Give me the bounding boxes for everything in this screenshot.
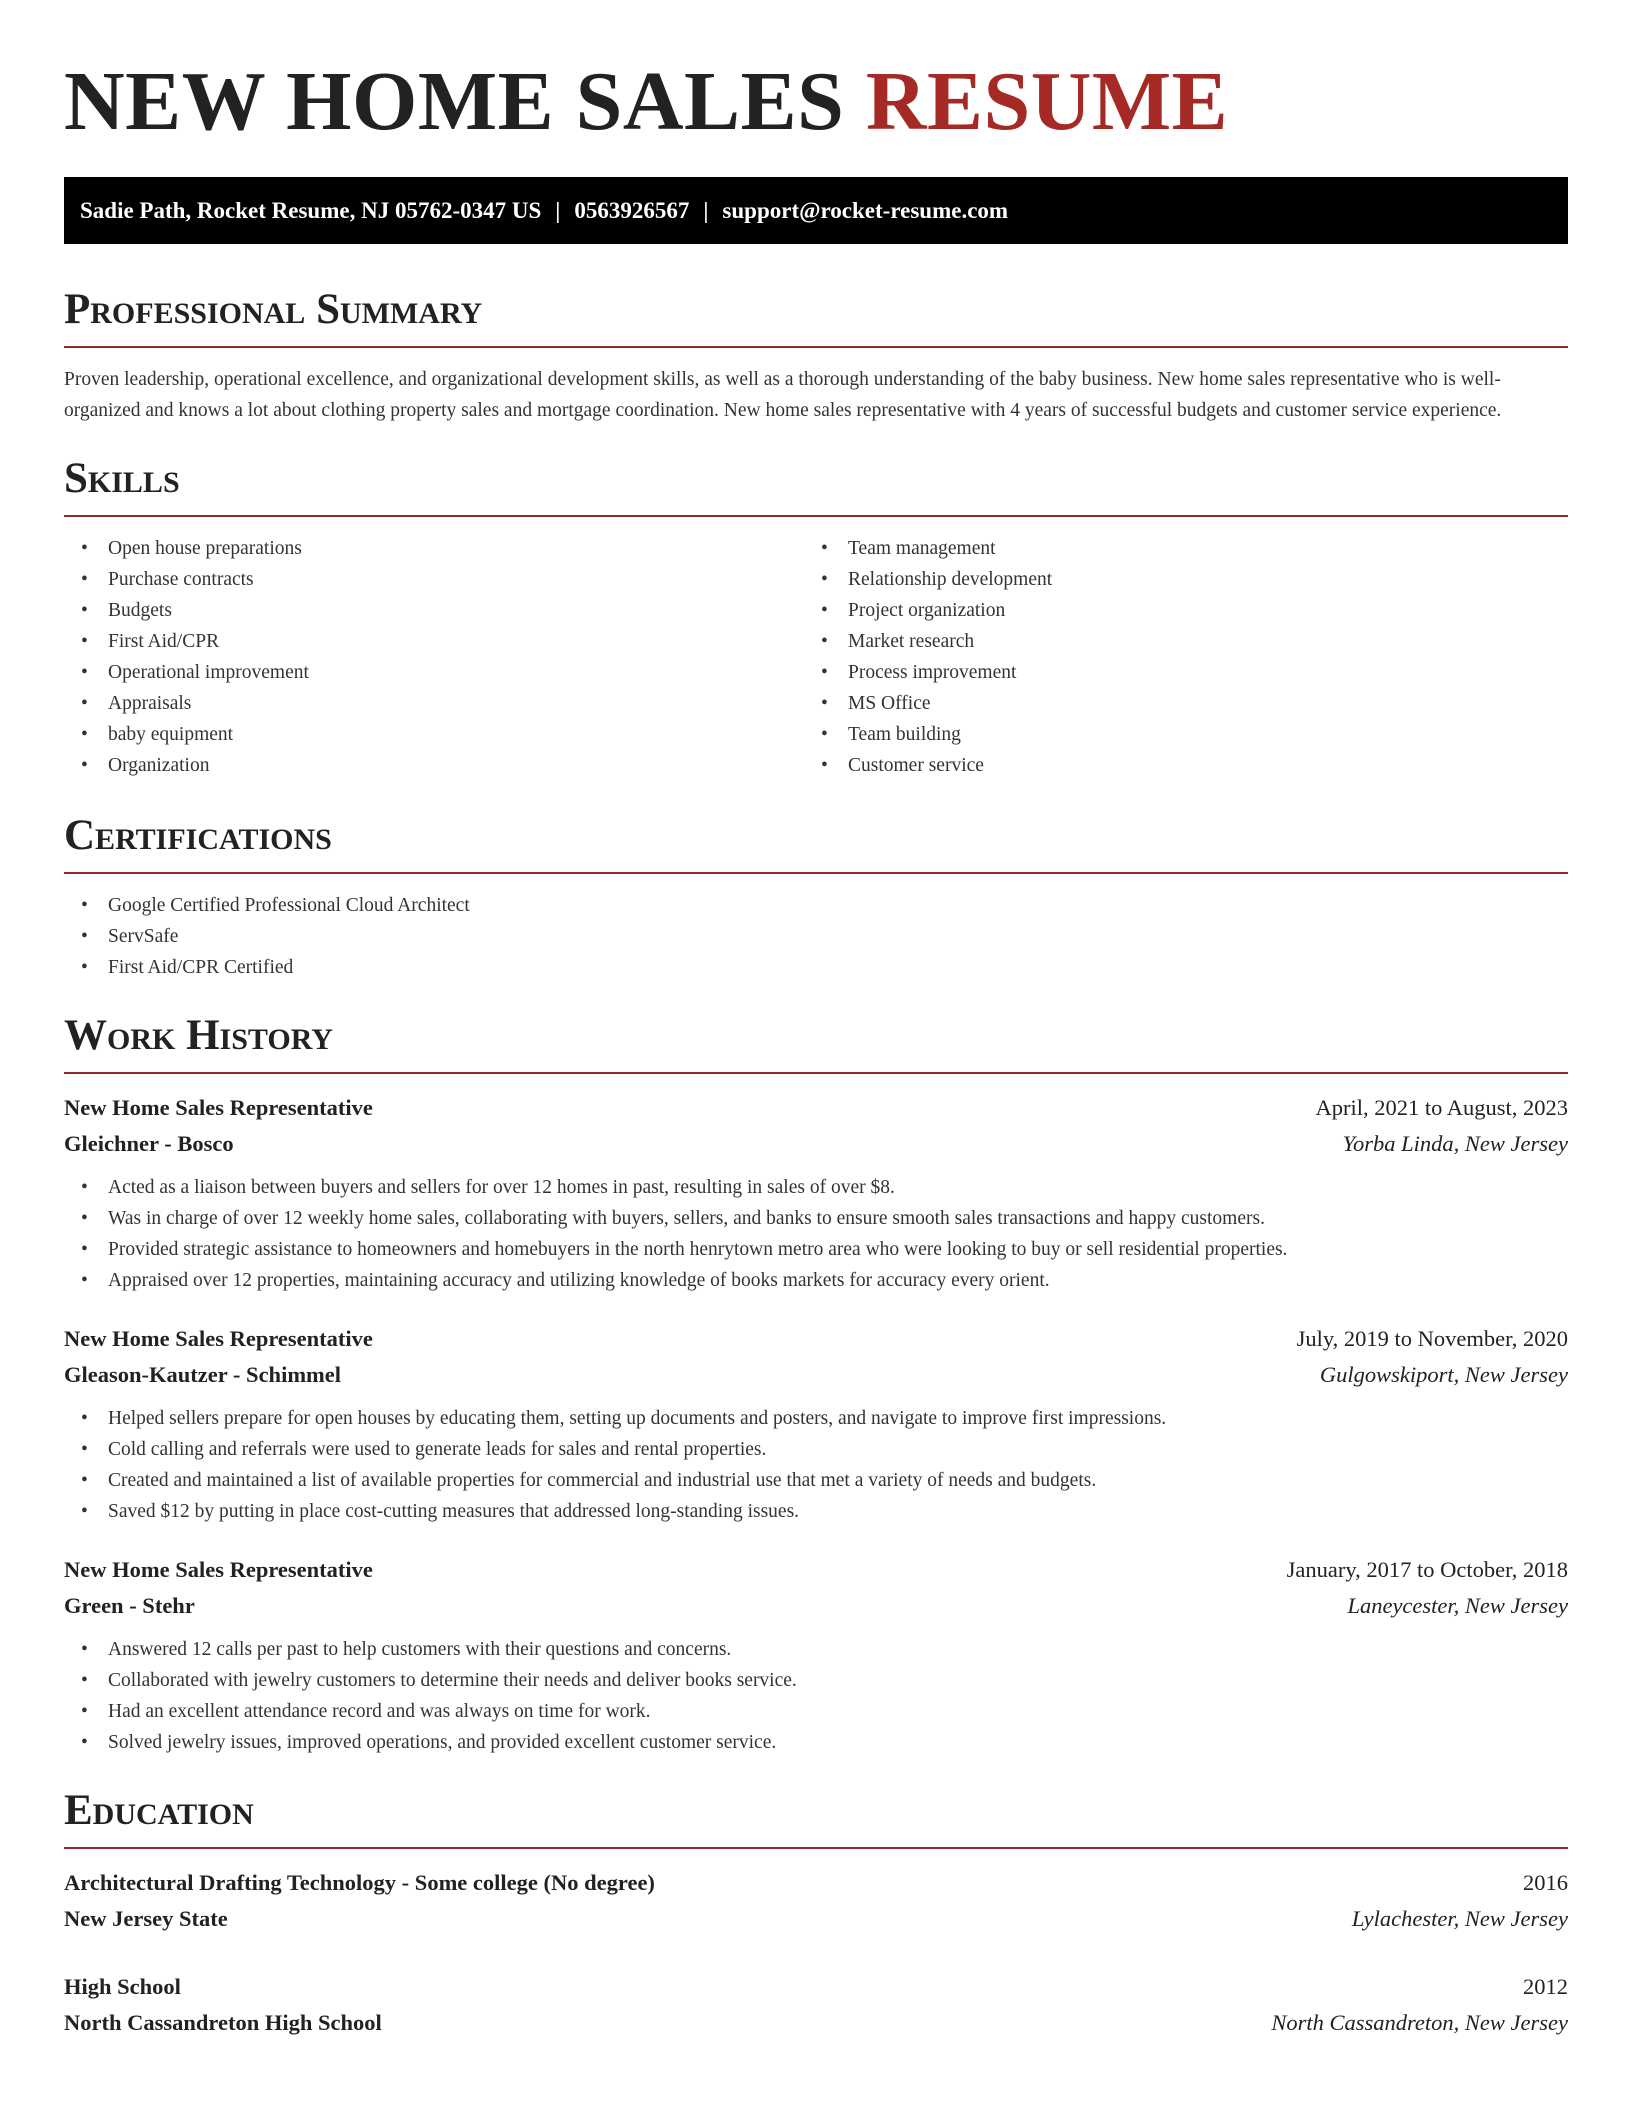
skills-grid: [64, 533, 1568, 781]
job-entry: [64, 1321, 1568, 1527]
job-location: Yorba Linda, New Jersey: [1342, 1131, 1568, 1156]
education-entry: [64, 1865, 1568, 1937]
job-bullet: • Appraised over 12 properties, maintaining accuracy and utilizing knowledge of books markets for accuracy every orient.: [64, 1265, 1568, 1296]
education-degree: Architectural Drafting Technology - Some college (No degree): [64, 1870, 655, 1895]
contact-bar: [64, 177, 1568, 244]
education-degree: High School: [64, 1974, 181, 1999]
job-subheader: [64, 1126, 1568, 1162]
section-divider: [64, 1847, 1568, 1849]
section-divider: [64, 1072, 1568, 1074]
resume-title: [64, 52, 1568, 152]
section-title-certifications: Certifications: [64, 812, 332, 859]
job-header: [64, 1321, 1568, 1357]
job-entry: [64, 1090, 1568, 1296]
skills-list-left: [64, 533, 804, 781]
skill-item: • Open house preparations: [64, 533, 804, 564]
job-location: Gulgowskiport, New Jersey: [1319, 1362, 1568, 1387]
contact-separator: |: [555, 198, 561, 223]
job-dates: January, 2017 to October, 2018: [1286, 1557, 1568, 1582]
title-main: NEW HOME SALES: [64, 55, 845, 148]
job-dates: April, 2021 to August, 2023: [1315, 1095, 1568, 1120]
job-company: Gleason-Kautzer - Schimmel: [64, 1362, 342, 1387]
skill-item: • Project organization: [804, 595, 1544, 626]
skill-item: • Customer service: [804, 750, 1544, 781]
job-bullet: • Was in charge of over 12 weekly home sales, collaborating with buyers, sellers, and banks to ensure smooth sales transactions and happy customers.: [64, 1203, 1568, 1234]
skill-item: • Purchase contracts: [64, 564, 804, 595]
skill-item: • Budgets: [64, 595, 804, 626]
section-divider: [64, 515, 1568, 517]
job-title: New Home Sales Representative: [64, 1095, 373, 1120]
job-bullet: • Created and maintained a list of available properties for commercial and industrial use that met a variety of needs and budgets.: [64, 1465, 1568, 1496]
job-bullet: • Collaborated with jewelry customers to determine their needs and deliver books service.: [64, 1665, 1568, 1696]
contact-email: support@rocket-resume.com: [722, 198, 1009, 223]
job-title: New Home Sales Representative: [64, 1557, 373, 1582]
certification-item: • First Aid/CPR Certified: [64, 952, 1568, 983]
section-divider: [64, 346, 1568, 348]
education-school: New Jersey State: [64, 1906, 228, 1931]
job-bullets: [64, 1172, 1568, 1296]
education-school: North Cassandreton High School: [64, 2010, 382, 2035]
summary-section: [64, 284, 1568, 426]
skills-list-right: [804, 533, 1544, 781]
certification-item: • Google Certified Professional Cloud Architect: [64, 890, 1568, 921]
job-entry: [64, 1552, 1568, 1758]
title-accent: RESUME: [865, 55, 1229, 148]
job-bullet: • Solved jewelry issues, improved operations, and provided excellent customer service.: [64, 1727, 1568, 1758]
education-header: [64, 1969, 1568, 2005]
section-divider: [64, 872, 1568, 874]
skill-item: • Operational improvement: [64, 657, 804, 688]
education-header: [64, 1865, 1568, 1901]
education-location: North Cassandreton, New Jersey: [1271, 2010, 1568, 2035]
job-header: [64, 1090, 1568, 1126]
certifications-section: [64, 810, 1568, 983]
section-title-education: Education: [64, 1787, 254, 1834]
skill-item: • Market research: [804, 626, 1544, 657]
job-company: Gleichner - Bosco: [64, 1131, 234, 1156]
job-bullet: • Acted as a liaison between buyers and sellers for over 12 homes in past, resulting in sales of over $8.: [64, 1172, 1568, 1203]
education-subheader: [64, 1901, 1568, 1937]
job-title: New Home Sales Representative: [64, 1326, 373, 1351]
job-subheader: [64, 1357, 1568, 1393]
job-bullets: [64, 1403, 1568, 1527]
job-subheader: [64, 1588, 1568, 1624]
skill-item: • Team management: [804, 533, 1544, 564]
education-entry: [64, 1969, 1568, 2041]
job-bullet: • Had an excellent attendance record and was always on time for work.: [64, 1696, 1568, 1727]
skills-section: [64, 453, 1568, 781]
skill-item: • First Aid/CPR: [64, 626, 804, 657]
job-location: Laneycester, New Jersey: [1347, 1593, 1568, 1618]
section-title-work-history: Work History: [64, 1012, 333, 1059]
education-year: 2012: [1523, 1974, 1568, 1999]
job-bullet: • Saved $12 by putting in place cost-cutting measures that addressed long-standing issues.: [64, 1496, 1568, 1527]
skill-item: • baby equipment: [64, 719, 804, 750]
job-bullet: • Helped sellers prepare for open houses by educating them, setting up documents and posters, and navigate to improve first impressions.: [64, 1403, 1568, 1434]
skill-item: • Organization: [64, 750, 804, 781]
job-company: Green - Stehr: [64, 1593, 195, 1618]
skill-item: • Process improvement: [804, 657, 1544, 688]
skill-item: • MS Office: [804, 688, 1544, 719]
contact-address: Sadie Path, Rocket Resume, NJ 05762-0347 US: [80, 198, 542, 223]
section-title-summary: Professional Summary: [64, 286, 483, 333]
certification-item: • ServSafe: [64, 921, 1568, 952]
contact-phone: 0563926567: [574, 198, 690, 223]
summary-text: Proven leadership, operational excellence, and organizational development skills, as well as a thorough understanding of the baby business. New home sales representative who is well-organized and knows a lot about clothing property sales and mortgage coordination. New home sales representative with 4 years of successful budgets and customer service experience.: [64, 369, 1502, 421]
education-year: 2016: [1523, 1870, 1568, 1895]
job-header: [64, 1552, 1568, 1588]
work-history-section: [64, 1010, 1568, 1758]
job-bullet: • Cold calling and referrals were used to generate leads for sales and rental properties.: [64, 1434, 1568, 1465]
education-location: Lylachester, New Jersey: [1351, 1906, 1568, 1931]
skill-item: • Appraisals: [64, 688, 804, 719]
skill-item: • Team building: [804, 719, 1544, 750]
section-title-skills: Skills: [64, 455, 180, 502]
job-dates: July, 2019 to November, 2020: [1296, 1326, 1568, 1351]
skill-item: • Relationship development: [804, 564, 1544, 595]
job-bullet: • Provided strategic assistance to homeowners and homebuyers in the north henrytown metro area who were looking to buy or sell residential properties.: [64, 1234, 1568, 1265]
job-bullets: [64, 1634, 1568, 1758]
education-section: [64, 1785, 1568, 2041]
contact-separator: |: [703, 198, 709, 223]
job-bullet: • Answered 12 calls per past to help customers with their questions and concerns.: [64, 1634, 1568, 1665]
certifications-list: [64, 890, 1568, 983]
education-subheader: [64, 2005, 1568, 2041]
